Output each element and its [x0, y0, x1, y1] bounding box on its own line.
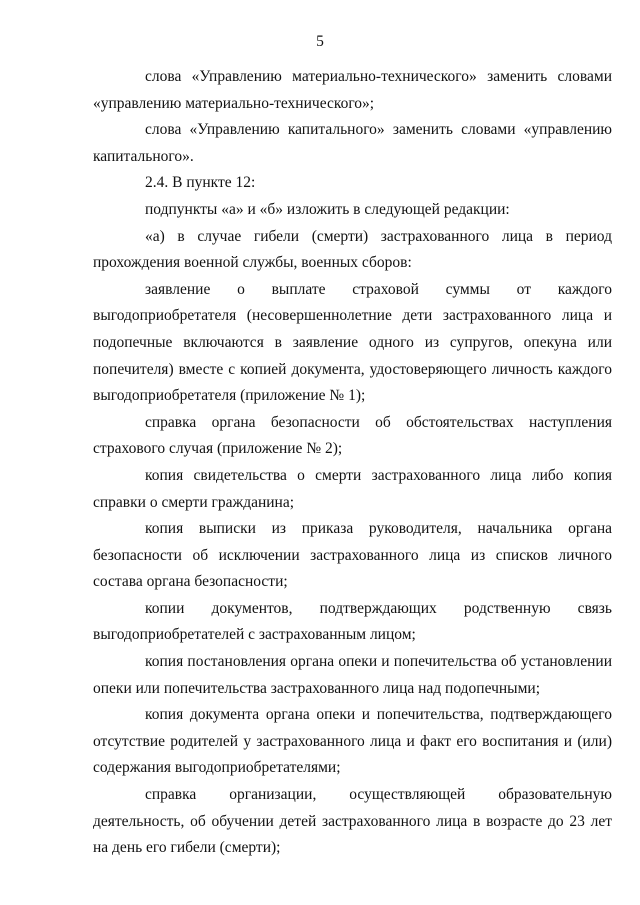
page-number: 5 [316, 33, 324, 50]
paragraph-guardianship-document: копия документа органа опеки и попечительства, подтверждающего отсутствие родителей у застрахованного лица и факт его воспитания и (или) содержания выгодоприобретателями; [93, 706, 612, 777]
paragraph-capital: слова «Управлению капитального» заменить словами «управлению капитального». [93, 121, 612, 165]
document-body [93, 64, 612, 862]
paragraph-payment-application: заявление о выплате страховой суммы от каждого выгодоприобретателя (несовершеннолетние дети застрахованного лица и подопечные включаются в заявление одного из супругов, опекуна или попечителя) вместе с копией документа, удостоверяющего личность каждого выгодоприобретателя (приложение № 1); [93, 280, 612, 405]
paragraph-death-certificate: копия свидетельства о смерти застрахованного лица либо копия справки о смерти гражданина; [93, 466, 612, 511]
paragraph-kinship-documents: копии документов, подтверждающих родственную связь выгодоприобретателей с застрахованным лицом; [93, 599, 612, 644]
paragraph-guardianship-resolution: копия постановления органа опеки и попечительства об установлении опеки или попечительства застрахованного лица над подопечными; [93, 653, 612, 697]
paragraph-order-extract: копия выписки из приказа руководителя, начальника органа безопасности об исключении застрахованного лица из списков личного состава органа безопасности; [93, 520, 612, 591]
paragraph-subpoint-a: «а) в случае гибели (смерти) застрахованного лица в период прохождения военной службы, военных сборов: [93, 227, 612, 272]
paragraph-subpoints-intro: подпункты «а» и «б» изложить в следующей редакции: [145, 200, 510, 218]
paragraph-material-technical: слова «Управлению материально-технического» заменить словами «управлению материально-технического»; [93, 68, 612, 112]
paragraph-section-2-4: 2.4. В пункте 12: [145, 174, 256, 192]
paragraph-education-certificate: справка организации, осуществляющей образовательную деятельность, об обучении детей застрахованного лица в возрасте до 23 лет на день его гибели (смерти); [93, 786, 612, 857]
paragraph-security-certificate: справка органа безопасности об обстоятельствах наступления страхового случая (приложение № 2); [93, 413, 612, 458]
